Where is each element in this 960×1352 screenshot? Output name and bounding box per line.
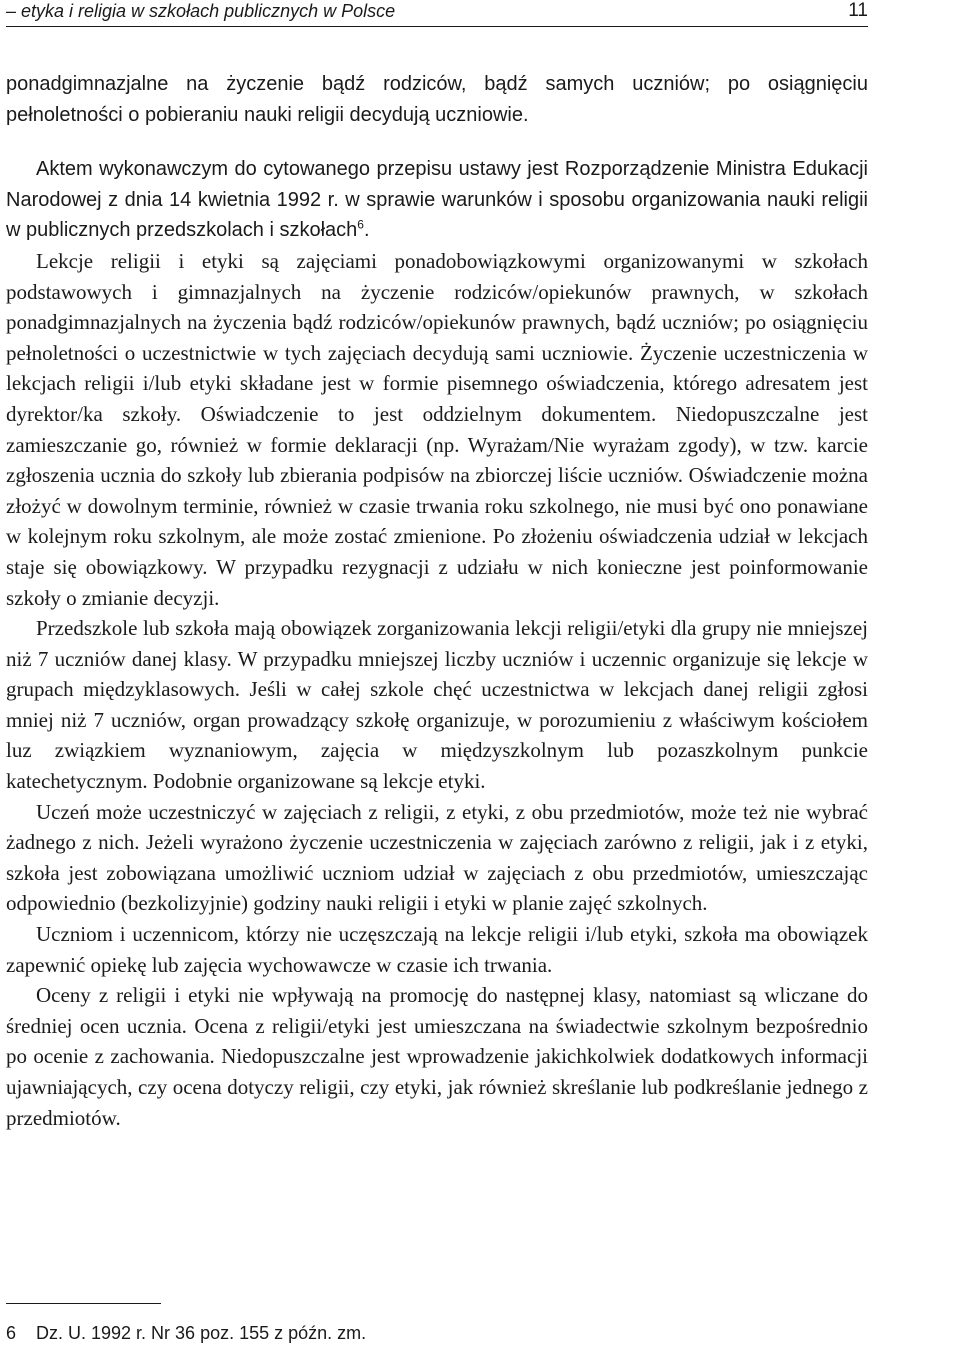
footnote-text: Dz. U. 1992 r. Nr 36 poz. 155 z późn. zm. [36,1323,367,1343]
footnote-ref[interactable]: 6 [357,217,364,232]
paragraph-regulation-text: Aktem wykonawczym do cytowanego przepisu ustawy jest Rozporządzenie Ministra Edukacji Narodowej z dnia 14 kwietnia 1992 r. w sprawie warunków i sposobu organizowania nauki religii w publicznych przedszkolach i szkołach [6,158,868,242]
paragraph-grades: Oceny z religii i etyki nie wpływają na promocję do następnej klasy, natomiast są wliczane do średniej ocen ucznia. Ocena z religii/etyki jest umieszczana na świadectwie szkolnym bezpośrednio po ocenie z zachowania. Niedopuszczalne jest wprowadzenie jakichkolwiek dodatkowych informacji ujawniających, czy ocena dotyczy religii, czy etyki, jak również skreślanie lub podkreślanie jednego z przedmiotów. [6,983,868,1130]
paragraph-regulation [6,154,868,246]
paragraph-lessons: Lekcje religii i etyki są zajęciami ponadobowiązkowymi organizowanymi w szkołach podstawowych i gimnazjalnych na życzenie rodziców/opiekunów prawnych, w szkołach ponadgimnazjalnych na życzenia bądź rodziców/opiekunów prawnych, bądź uczniów; po osiągnięciu pełnoletności o uczestnictwie w tych zajęciach decydują sami uczniowie. Życzenie uczestniczenia w lekcjach religii i/lub etyki składane jest w formie pisemnego oświadczenia, którego adresatem jest dyrektor/ka szkoły. Oświadczenie to jest oddzielnym dokumentem. Niedopuszczalne jest zamieszczanie go, również w formie deklaracji (np. Wyrażam/Nie wyrażam zgody), w tzw. karcie zgłoszenia ucznia do szkoły lub zbierania podpisów na zbiorczej liście uczniów. Oświadczenie można złożyć w dowolnym terminie, również w czasie trwania roku szkolnego, nie musi być ono ponawiane w kolejnym roku szkolnym, ale może zostać zmienione. Po złożeniu oświadczenia udział w lekcjach staje się obowiązkowy. W przypadku rezygnacji z udziału w nich konieczne jest poinformowanie szkoły o zmianie decyzji. [6,248,868,610]
footnote-divider [6,1303,161,1304]
footnote-number: 6 [6,1323,17,1343]
paragraph-regulation-end: . [363,219,370,242]
body-text [6,69,868,1133]
paragraph-care: Uczniom i uczennicom, którzy nie uczęszczają na lekcje religii i/lub etyki, szkoła ma obowiązek zapewnić opiekę lub zajęcia wychowawcze w czasie ich trwania. [6,922,868,977]
running-title: – etyka i religia w szkołach publicznych w Polsce [6,1,396,21]
paragraph-student-choice: Uczeń może uczestniczyć w zajęciach z religii, z etyki, z obu przedmiotów, może też nie wybrać żadnego z nich. Jeżeli wyrażono życzenie uczestniczenia w zajęciach zarówno z religii, jak i z etyki, szkoła jest zobowiązana umożliwić uczniom udział w zajęciach z obu przedmiotów, umieszczając odpowiednio (bezkolizyjnie) godziny nauki religii i etyki w planie zajęć szkolnych. [6,799,868,916]
paragraph-school-duty: Przedszkole lub szkoła mają obowiązek zorganizowania lekcji religii/etyki dla grupy nie mniejszej niż 7 uczniów danej klasy. W przypadku mniejszej liczby uczniów i uczennic organizuje się lekcje w grupach międzyklasowych. Jeśli w całej szkole chęć uczestnictwa w lekcjach danej religii zgłosi mniej niż 7 uczniów, organ prowadzący szkołę organizuje, w porozumieniu z właściwym kościołem luz związkiem wyznaniowym, zajęcia w międzyszkolnym lub pozaszkolnym punkcie katechetycznym. Podobnie organizowane są lekcje etyki. [6,616,868,794]
running-head [6,0,868,27]
paragraph-law-excerpt: ponadgimnazjalne na życzenie bądź rodziców, bądź samych uczniów; po osiągnięciu pełnoletności o pobieraniu nauki religii decydują uczniowie. [6,73,868,126]
page-number: 11 [848,0,868,21]
footnote [6,1321,868,1345]
